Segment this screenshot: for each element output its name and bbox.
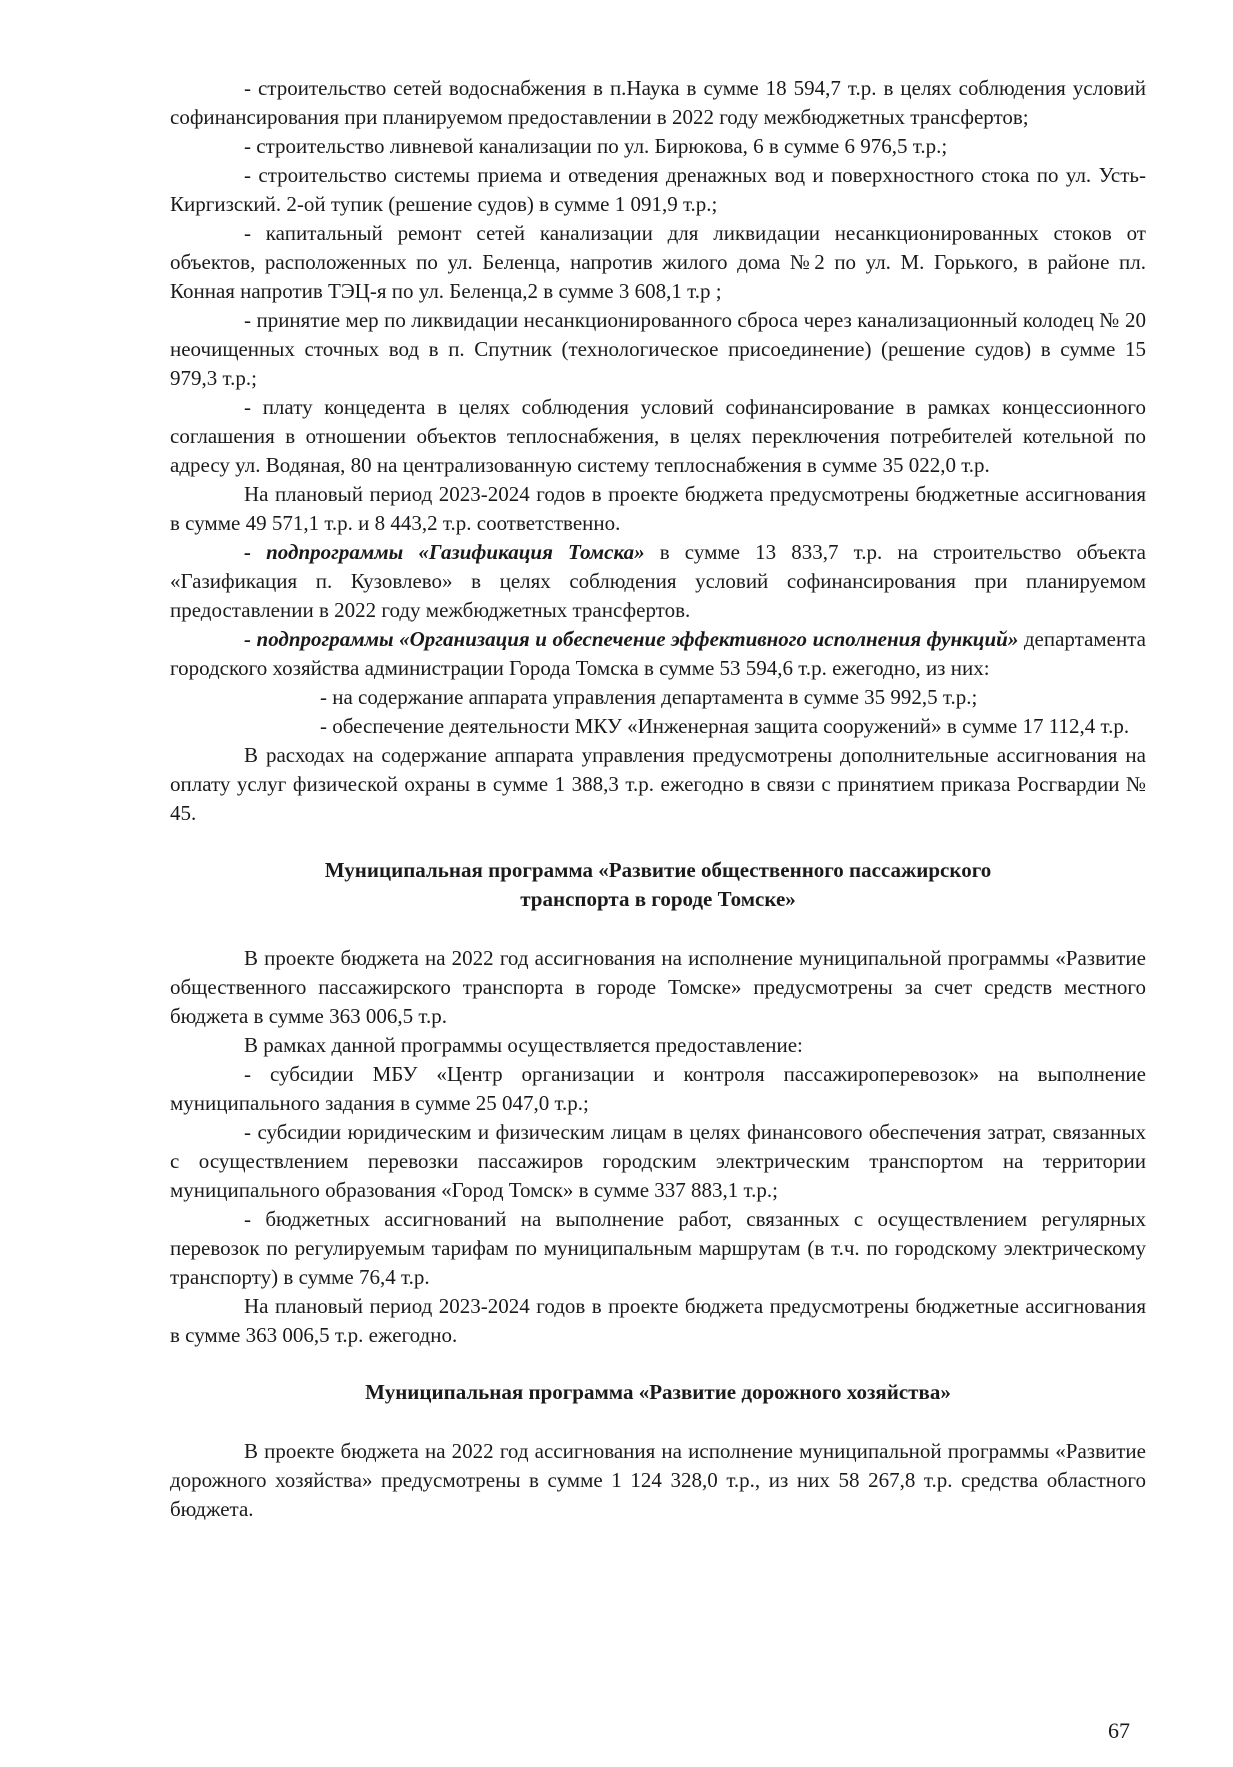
paragraph-concession-payment: - плату концедента в целях соблюдения условий софинансирование в рамках концессионного соглашения в отношении объектов теплоснабжения, в целях переключения потребителей котельной по адресу ул. Водяная, 80 на централизованную систему теплоснабжения в сумме 35 022,0 т.р. xyxy=(170,395,1146,477)
page-content xyxy=(170,74,1146,1524)
subprogram-functions-text: департамента городского хозяйства администрации Города Томска в сумме 53 594,6 т.р. ежегодно, из них: xyxy=(170,627,1146,680)
paragraph-planning-period-2: На плановый период 2023-2024 годов в проекте бюджета предусмотрены бюджетные ассигнования в сумме 363 006,5 т.р. ежегодно. xyxy=(170,1294,1146,1347)
spacer xyxy=(170,1350,1146,1378)
paragraph-regular-routes: - бюджетных ассигнований на выполнение работ, связанных с осуществлением регулярных перевозок по регулируемым тарифам по муниципальным маршрутам (в т.ч. по городскому электрическому транспорту) в сумме 76,4 т.р. xyxy=(170,1207,1146,1289)
section-heading-roads: Муниципальная программа «Развитие дорожного хозяйства» xyxy=(365,1380,951,1404)
section-heading-transport-line1: Муниципальная программа «Развитие общественного пассажирского xyxy=(324,858,992,882)
paragraph-storm-sewer: - строительство ливневой канализации по ул. Бирюкова, 6 в сумме 6 976,5 т.р.; xyxy=(244,134,948,158)
subprogram-functions-title: - подпрограммы «Организация и обеспечение эффективного исполнения функций» xyxy=(244,627,1019,651)
paragraph-functions xyxy=(170,625,1146,683)
spacer xyxy=(170,914,1146,944)
list-item-apparatus: - на содержание аппарата управления департамента в сумме 35 992,5 т.р.; xyxy=(320,685,978,709)
paragraph-roads-budget: В проекте бюджета на 2022 год ассигнования на исполнение муниципальной программы «Развитие дорожного хозяйства» предусмотрены в сумме 1 124 328,0 т.р., из них 58 267,8 т.р. средства областного бюджета. xyxy=(170,1439,1146,1521)
paragraph-planning-period-1: На плановый период 2023-2024 годов в проекте бюджета предусмотрены бюджетные ассигнования в сумме 49 571,1 т.р. и 8 443,2 т.р. соответственно. xyxy=(170,482,1146,535)
paragraph-water-supply: - строительство сетей водоснабжения в п.Наука в сумме 18 594,7 т.р. в целях соблюдения условий софинансирования при планируемом предоставлении в 2022 году межбюджетных трансфертов; xyxy=(170,76,1146,129)
paragraph-subsidy-electric: - субсидии юридическим и физическим лицам в целях финансового обеспечения затрат, связанных с осуществлением перевозки пассажиров городским электрическим транспортом на территории муниципального образования «Город Томск» в сумме 337 883,1 т.р.; xyxy=(170,1120,1146,1202)
subprogram-gasification-title: - подпрограммы «Газификация Томска» xyxy=(244,540,645,564)
paragraph-sewer-repair: - капитальный ремонт сетей канализации для ликвидации несанкционированных стоков от объектов, расположенных по ул. Беленца, напротив жилого дома №2 по ул. М. Горького, в районе пл. Конная напротив ТЭЦ-я по ул. Беленца,2 в сумме 3 608,1 т.р ; xyxy=(170,221,1146,303)
list-item-mku: - обеспечение деятельности МКУ «Инженерная защита сооружений» в сумме 17 112,4 т.р. xyxy=(320,714,1130,738)
page-number: 67 xyxy=(1108,1718,1130,1743)
section-heading-transport xyxy=(170,856,1146,914)
paragraph-transport-intro: В рамках данной программы осуществляется предоставление: xyxy=(244,1033,803,1057)
spacer xyxy=(170,1407,1146,1437)
paragraph-discharge-measures: - принятие мер по ликвидации несанкционированного сброса через канализационный колодец № 20 неочищенных сточных вод в п. Спутник (технологическое присоединение) (решение судов) в сумме 15 979,3 т.р.; xyxy=(170,308,1146,390)
paragraph-subsidy-mbu: - субсидии МБУ «Центр организации и контроля пассажироперевозок» на выполнение муниципального задания в сумме 25 047,0 т.р.; xyxy=(170,1062,1146,1115)
subprogram-gasification-text: в сумме 13 833,7 т.р. на строительство объекта «Газификация п. Кузовлево» в целях соблюдения условий софинансирования при планируемом предоставлении в 2022 году межбюджетных трансфертов. xyxy=(170,540,1146,622)
paragraph-transport-budget: В проекте бюджета на 2022 год ассигнования на исполнение муниципальной программы «Развитие общественного пассажирского транспорта в городе Томске» предусмотрены за счет средств местного бюджета в сумме 363 006,5 т.р. xyxy=(170,946,1146,1028)
section-heading-transport-line2: транспорта в городе Томске» xyxy=(520,887,796,911)
paragraph-security-costs: В расходах на содержание аппарата управления предусмотрены дополнительные ассигнования на оплату услуг физической охраны в сумме 1 388,3 т.р. ежегодно в связи с принятием приказа Росгвардии № 45. xyxy=(170,743,1146,825)
paragraph-gasification xyxy=(170,538,1146,625)
paragraph-drainage: - строительство системы приема и отведения дренажных вод и поверхностного стока по ул. Усть-Киргизский. 2-ой тупик (решение судов) в сумме 1 091,9 т.р.; xyxy=(170,163,1146,216)
spacer xyxy=(170,828,1146,856)
